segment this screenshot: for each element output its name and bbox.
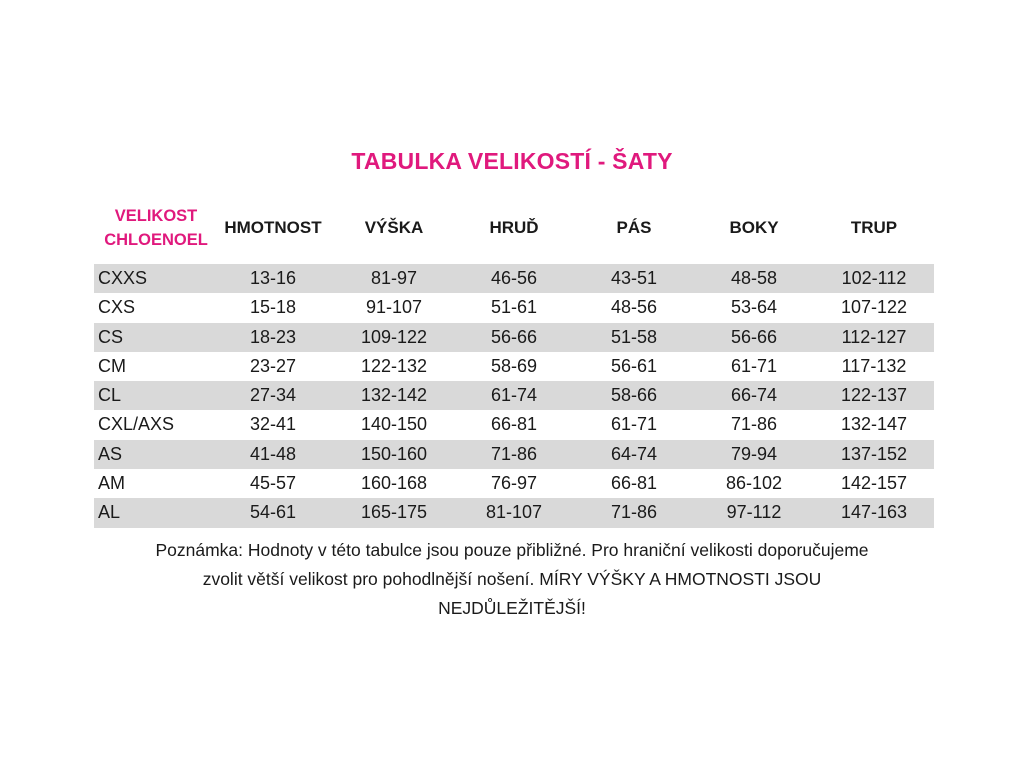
cell-vyska: 140-150 [360,414,428,435]
cell-pas: 66-81 [610,473,658,494]
cell-trup: 137-152 [840,443,908,464]
size-table [94,200,934,528]
table-header [94,200,934,264]
cell-pas: 58-66 [610,385,658,406]
cell-hrud: 51-61 [490,297,538,318]
cell-boky: 56-66 [730,326,778,347]
cell-vyska: 132-142 [360,385,428,406]
cell-boky: 61-71 [730,355,778,376]
cell-size: CXS [98,297,136,318]
header-size-line2: CHLOENOEL [104,231,208,249]
cell-hrud: 61-74 [490,385,538,406]
cell-trup: 142-157 [840,473,908,494]
cell-vyska: 165-175 [360,502,428,523]
header-boky: BOKY [729,218,779,237]
header-size-line1: VELIKOST [114,207,198,225]
cell-hmotnost: 32-41 [249,414,297,435]
cell-hrud: 56-66 [490,326,538,347]
cell-boky: 79-94 [730,443,778,464]
header-hmotnost: HMOTNOST [224,218,322,237]
cell-vyska: 160-168 [360,473,428,494]
cell-hmotnost: 15-18 [249,297,297,318]
cell-pas: 64-74 [610,443,658,464]
cell-hmotnost: 54-61 [249,502,297,523]
cell-boky: 48-58 [730,268,778,288]
cell-hrud: 71-86 [490,443,538,464]
size-note [84,536,940,623]
table-row [94,498,934,527]
cell-boky: 53-64 [730,297,778,318]
cell-size: CM [98,355,126,376]
table-row [94,381,934,410]
header-hrud: HRUĎ [489,218,539,237]
table-row [94,410,934,439]
cell-size: CXL/AXS [98,414,175,435]
cell-trup: 102-112 [841,268,907,288]
cell-hrud: 66-81 [490,414,538,435]
table-row [94,323,934,352]
cell-size: CXXS [98,268,148,288]
cell-trup: 117-132 [841,355,907,376]
cell-hmotnost: 13-16 [249,268,297,288]
note-line-3: NEJDŮLEŽITĚJŠÍ! [438,598,586,618]
header-vyska: VÝŠKA [364,218,424,237]
table-row [94,469,934,498]
header-trup: TRUP [850,218,898,237]
cell-trup: 147-163 [840,502,908,523]
cell-pas: 48-56 [610,297,658,318]
cell-hmotnost: 27-34 [249,385,297,406]
header-pas: PÁS [616,218,652,237]
table-row [94,293,934,322]
table-row [94,264,934,293]
cell-size: CS [98,326,124,347]
cell-pas: 61-71 [610,414,658,435]
note-line-1: Poznámka: Hodnoty v této tabulce jsou pouze přibližné. Pro hraniční velikosti doporučujeme [155,540,869,560]
cell-vyska: 109-122 [360,326,428,347]
cell-pas: 71-86 [610,502,658,523]
cell-pas: 51-58 [610,326,658,347]
cell-boky: 66-74 [730,385,778,406]
cell-hmotnost: 18-23 [249,326,297,347]
cell-hmotnost: 41-48 [249,443,297,464]
cell-vyska: 91-107 [365,297,423,318]
cell-hrud: 81-107 [485,502,543,523]
cell-pas: 56-61 [610,355,658,376]
cell-boky: 86-102 [725,473,783,494]
cell-hmotnost: 45-57 [249,473,297,494]
cell-hrud: 58-69 [490,355,538,376]
page-title: TABULKA VELIKOSTÍ - ŠATY [351,148,673,174]
table-row [94,352,934,381]
cell-trup: 122-137 [840,385,908,406]
note-line-2: zvolit větší velikost pro pohodlnější nošení. MÍRY VÝŠKY A HMOTNOSTI JSOU [202,569,822,589]
cell-size: AL [98,502,121,523]
cell-vyska: 150-160 [360,443,428,464]
cell-size: AM [98,473,125,494]
header-size-column [94,200,218,256]
cell-hrud: 76-97 [490,473,538,494]
cell-hrud: 46-56 [490,268,538,288]
cell-vyska: 122-132 [360,355,428,376]
cell-trup: 112-127 [841,326,907,347]
cell-size: AS [98,443,123,464]
table-row [94,440,934,469]
cell-boky: 97-112 [726,502,782,523]
cell-pas: 43-51 [610,268,658,288]
cell-hmotnost: 23-27 [249,355,297,376]
cell-vyska: 81-97 [370,268,418,288]
cell-size: CL [98,385,122,406]
cell-boky: 71-86 [730,414,778,435]
cell-trup: 107-122 [840,297,908,318]
cell-trup: 132-147 [840,414,908,435]
